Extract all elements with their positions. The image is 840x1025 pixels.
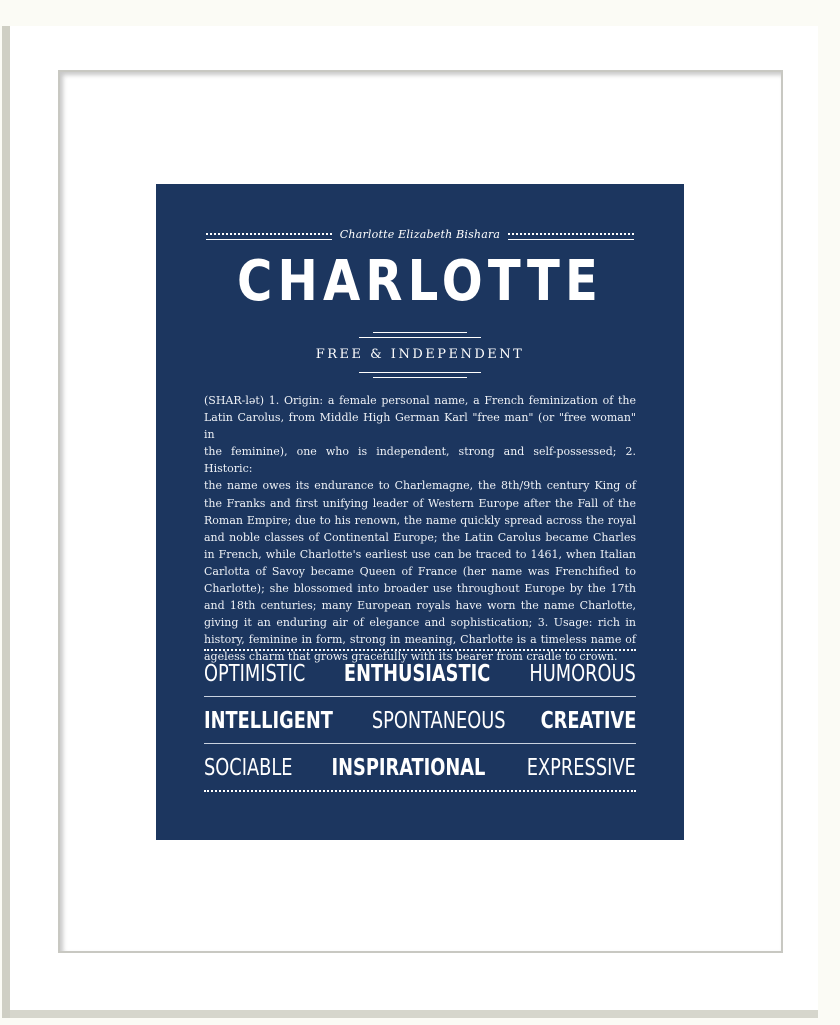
definition-line: the name owes its endurance to Charlemagne, the 8th/9th century King of (204, 479, 636, 493)
trait-word: EXPRESSIVE (526, 755, 636, 781)
divider-rule (373, 332, 467, 333)
trait-word: OPTIMISTIC (204, 661, 306, 687)
trait-word: INSPIRATIONAL (331, 755, 485, 781)
definition-line: Charlotte); she blossomed into broader use throughout Europe by the 17th (204, 582, 636, 596)
dotted-rule-right (508, 233, 634, 240)
trait-word: HUMOROUS (529, 661, 636, 687)
definition-line: and 18th centuries; many European royals have worn the name Charlotte, (204, 599, 636, 613)
trait-word: SOCIABLE (204, 755, 293, 781)
trait-word: SPONTANEOUS (372, 708, 507, 734)
divider-rule (359, 337, 481, 338)
definition-line: giving it an enduring air of elegance and sophistication; 3. Usage: rich in (204, 616, 636, 630)
trait-word: INTELLIGENT (204, 708, 333, 734)
definition-line: ageless charm that grows gracefully with its bearer from cradle to crown. (204, 650, 618, 664)
definition-line: Carlotta of Savoy became Queen of France (her name was Frenchified to (204, 564, 636, 578)
dotted-rule (204, 649, 636, 651)
trait-word: ENTHUSIASTIC (343, 661, 491, 687)
definition-line: in French, while Charlotte's earliest use can be traced to 1461, when Italian (204, 547, 636, 561)
definition-line: (SHAR-lət) 1. Origin: a female personal name, a French feminization of the (204, 394, 636, 407)
trait-row (204, 703, 636, 739)
name-print (156, 184, 684, 840)
divider-rule (359, 372, 481, 373)
trait-word: CREATIVE (540, 708, 636, 734)
name-meaning: FREE & INDEPENDENT (315, 347, 525, 362)
definition-line: the Franks and first unifying leader of Western Europe after the Fall of the (204, 496, 636, 510)
trait-row (204, 750, 636, 786)
name-definition (204, 392, 636, 666)
definition-line: Latin Carolus, from Middle High German Karl "free man" (or "free woman" in (204, 411, 636, 442)
trait-divider (204, 743, 636, 744)
trait-divider (204, 696, 636, 697)
definition-line: history, feminine in form, strong in meaning, Charlotte is a timeless name of (204, 633, 636, 647)
definition-line: the feminine), one who is independent, strong and self-possessed; 2. Historic: (204, 445, 636, 476)
name-title: CHARLOTTE (236, 249, 604, 314)
trait-row (204, 656, 636, 692)
dotted-rule-left (206, 233, 332, 240)
definition-line: and noble classes of Continental Europe; the Latin Carolus became Charles (204, 530, 636, 544)
signature: Charlotte Elizabeth Bishara (339, 227, 501, 241)
definition-line: Roman Empire; due to his renown, the name quickly spread across the royal (204, 513, 636, 527)
dotted-rule (204, 790, 636, 792)
divider-rule (373, 377, 467, 378)
signature-row (206, 224, 634, 244)
